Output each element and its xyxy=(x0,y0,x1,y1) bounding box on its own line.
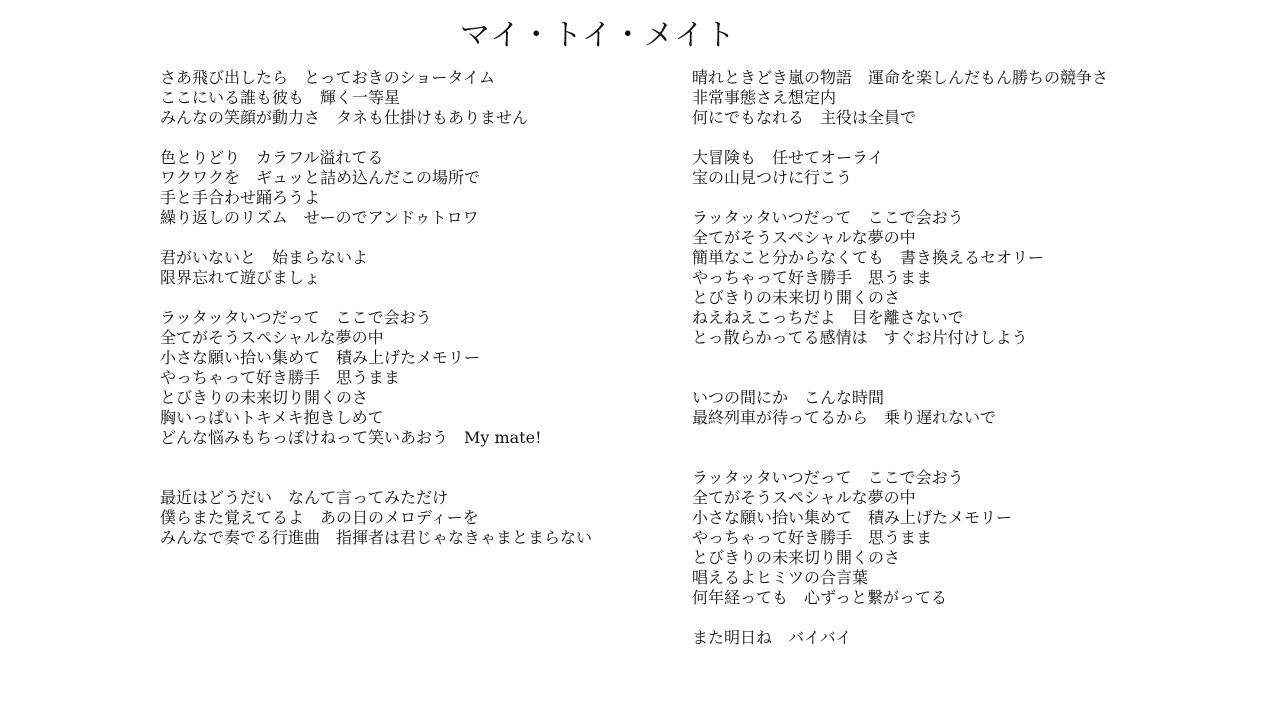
lyric-line: 僕らまた覚えてるよ あの日のメロディーを xyxy=(160,508,479,527)
lyric-line: やっちゃって好き勝手 思うまま xyxy=(160,368,401,387)
lyric-line: 晴れときどき嵐の物語 運命を楽しんだもん勝ちの競争さ xyxy=(692,68,1109,87)
stanza-left-5 xyxy=(160,488,680,548)
stanza-right-5 xyxy=(692,468,1252,608)
lyric-line: 何にでもなれる 主役は全員で xyxy=(692,108,917,127)
lyric-line: とびきりの未来切り開くのさ xyxy=(692,548,901,567)
lyric-line: 最終列車が待ってるから 乗り遅れないで xyxy=(692,408,997,427)
stanza-gap xyxy=(160,288,680,308)
lyric-line: いつの間にか こんな時間 xyxy=(692,388,885,407)
stanza-left-2 xyxy=(160,148,680,228)
lyric-line: 胸いっぱいトキメキ抱きしめて xyxy=(160,408,384,427)
stanza-gap xyxy=(160,228,680,248)
lyric-line: 何年経っても 心ずっと繋がってる xyxy=(692,588,948,607)
stanza-gap xyxy=(692,128,1252,148)
stanza-gap xyxy=(692,348,1252,388)
lyric-line: ねえねえこっちだよ 目を離さないで xyxy=(692,308,964,327)
lyric-line: みんなで奏でる行進曲 指揮者は君じゃなきゃまとまらない xyxy=(160,528,593,547)
lyric-line: 限界忘れて遊びましょ xyxy=(160,268,321,287)
lyric-line: やっちゃって好き勝手 思うまま xyxy=(692,268,933,287)
stanza-gap xyxy=(160,448,680,488)
lyric-line: ここにいる誰も彼も 輝く一等星 xyxy=(160,88,401,107)
lyric-line: 最近はどうだい なんて言ってみただけ xyxy=(160,488,449,507)
lyric-line: やっちゃって好き勝手 思うまま xyxy=(692,528,933,547)
lyric-line: とびきりの未来切り開くのさ xyxy=(160,388,369,407)
lyric-line: ラッタッタいつだって ここで会おう xyxy=(692,208,964,227)
lyric-line: 小さな願い拾い集めて 積み上げたメモリー xyxy=(692,508,1013,527)
lyric-line: とっ散らかってる感情は すぐお片付けしよう xyxy=(692,328,1028,347)
lyric-line: 唱えるよヒミツの合言葉 xyxy=(692,568,869,587)
lyric-line: 全てがそうスペシャルな夢の中 xyxy=(160,328,384,347)
lyric-line: ラッタッタいつだって ここで会おう xyxy=(692,468,964,487)
stanza-gap xyxy=(692,428,1252,468)
stanza-right-2 xyxy=(692,148,1252,188)
lyric-line: 全てがそうスペシャルな夢の中 xyxy=(692,488,916,507)
stanza-left-3 xyxy=(160,248,680,288)
lyric-line: 非常事態さえ想定内 xyxy=(692,88,837,107)
stanza-left-1 xyxy=(160,68,680,128)
stanza-left-4 xyxy=(160,308,680,448)
stanza-gap xyxy=(692,188,1252,208)
lyrics-column-left xyxy=(160,68,680,548)
lyric-line: 君がいないと 始まらないよ xyxy=(160,248,369,267)
lyric-line: また明日ね バイバイ xyxy=(692,628,852,647)
lyric-line: 手と手合わせ踊ろうよ xyxy=(160,188,321,207)
lyric-line: どんな悩みもちっぽけねって笑いあおう My mate! xyxy=(160,428,542,447)
stanza-right-4 xyxy=(692,388,1252,428)
lyric-line: ワクワクを ギュッと詰め込んだこの場所で xyxy=(160,168,481,187)
lyric-line: さあ飛び出したら とっておきのショータイム xyxy=(160,68,496,87)
stanza-gap xyxy=(160,128,680,148)
lyric-line: ラッタッタいつだって ここで会おう xyxy=(160,308,432,327)
lyric-line: 色とりどり カラフル溢れてる xyxy=(160,148,384,167)
stanza-gap xyxy=(692,608,1252,628)
lyric-line: みんなの笑顔が動力さ タネも仕掛けもありません xyxy=(160,108,529,127)
lyric-line: 大冒険も 任せてオーライ xyxy=(692,148,884,167)
lyric-line: 宝の山見つけに行こう xyxy=(692,168,853,187)
lyric-line: 小さな願い拾い集めて 積み上げたメモリー xyxy=(160,348,481,367)
stanza-right-1 xyxy=(692,68,1252,128)
lyric-line: 繰り返しのリズム せーのでアンドゥトロワ xyxy=(160,208,479,227)
stanza-right-3 xyxy=(692,208,1252,348)
lyric-line: 簡単なこと分からなくても 書き換えるセオリー xyxy=(692,248,1045,267)
lyric-line: とびきりの未来切り開くのさ xyxy=(692,288,901,307)
song-title: マイ・トイ・メイト xyxy=(459,18,737,53)
lyric-line: 全てがそうスペシャルな夢の中 xyxy=(692,228,916,247)
lyrics-column-right xyxy=(692,68,1252,648)
stanza-right-6 xyxy=(692,628,1252,648)
